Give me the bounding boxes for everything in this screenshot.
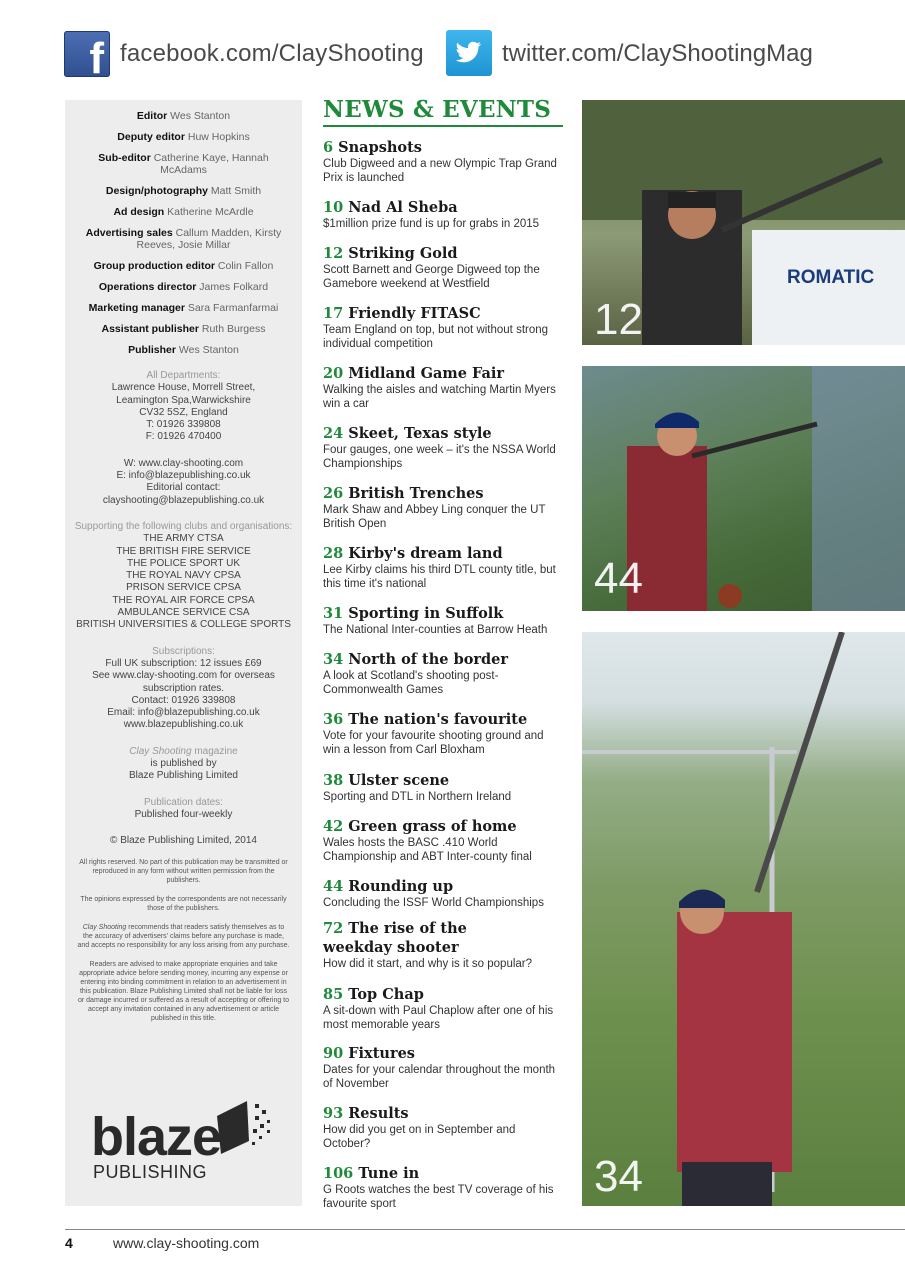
contents-page-number: 38: [323, 772, 344, 789]
org-item: THE BRITISH FIRE SERVICE: [116, 545, 251, 557]
photo-shooter-3: [582, 632, 905, 1206]
contents-item-title: [323, 484, 563, 503]
social-bar: [64, 30, 813, 83]
org-item: AMBULANCE SERVICE CSA: [117, 607, 250, 619]
staff-credit: [65, 323, 302, 335]
staff-credit: [65, 281, 302, 293]
photo-illustration: [582, 632, 905, 1206]
staff-credit: [65, 185, 302, 197]
staff-name: Katherine McArdle: [167, 206, 254, 218]
contents-page-number: 93: [323, 1105, 344, 1122]
contents-page-number: 36: [323, 711, 344, 728]
contents-item-title: [323, 544, 563, 563]
contents-item-title: [323, 424, 563, 443]
staff-credit: [65, 260, 302, 272]
contents-item[interactable]: [323, 484, 563, 531]
contents-item-title: [323, 364, 563, 383]
fax-number: F: 01926 470400: [145, 431, 222, 443]
contents-item[interactable]: [323, 1164, 563, 1211]
staff-role: Marketing manager: [88, 302, 185, 314]
contents-page-number: 12: [323, 245, 344, 262]
org-list: [73, 533, 294, 631]
website-link[interactable]: W: www.clay-shooting.com: [123, 457, 244, 469]
publisher-line: Blaze Publishing Limited: [129, 770, 238, 782]
contents-item-description: A look at Scotland's shooting post-Commonwealth Games: [323, 670, 499, 696]
staff-credit: [65, 110, 302, 122]
subscription-line[interactable]: www.blazepublishing.co.uk: [123, 719, 244, 731]
contents-item-description: Concluding the ISSF World Championships: [323, 897, 544, 909]
copyright: © Blaze Publishing Limited, 2014: [110, 835, 257, 847]
facebook-link[interactable]: facebook.com/ClayShooting: [120, 40, 424, 67]
staff-role: Design/photography: [105, 185, 208, 197]
support-label: Supporting the following clubs and organisations:: [74, 520, 293, 532]
banner-sign-text: ROMATIC: [787, 267, 875, 288]
contents-item-title: [323, 198, 563, 217]
staff-name: Wes Stanton: [170, 110, 231, 122]
staff-role: Ad design: [113, 206, 165, 218]
address-label: All Departments:: [146, 370, 221, 381]
subscription-line: See www.clay-shooting.com for overseas subscription rates.: [92, 670, 275, 694]
staff-credit: [65, 344, 302, 356]
photo-shooter-2: [582, 366, 905, 611]
contents-title-text: Kirby's dream land: [348, 545, 503, 562]
email-link[interactable]: E: info@blazepublishing.co.uk: [116, 470, 251, 482]
contents-item[interactable]: [323, 198, 563, 231]
contents-item-title: [323, 710, 563, 729]
staff-name: Wes Stanton: [178, 344, 239, 356]
footer-website[interactable]: www.clay-shooting.com: [113, 1235, 260, 1251]
contents-item-description: Wales hosts the BASC .410 World Championship and ABT Inter-county final: [323, 837, 532, 863]
logo-word: blaze: [91, 1107, 222, 1167]
contents-page-number: 44: [323, 878, 344, 895]
org-item: THE ROYAL NAVY CPSA: [126, 570, 241, 582]
staff-name: Matt Smith: [210, 185, 262, 197]
logo-subtitle: PUBLISHING: [93, 1162, 208, 1182]
contents-title-text: Skeet, Texas style: [348, 425, 492, 442]
contents-page-number: 42: [323, 818, 344, 835]
contents-item-description: Team England on top, but not without strong individual competition: [323, 324, 549, 350]
contents-page-number: 90: [323, 1045, 344, 1062]
contents-item[interactable]: [323, 877, 563, 910]
contents-item-description: How did it start, and why is it so popular?: [323, 958, 533, 970]
staff-role: Publisher: [128, 344, 176, 356]
contents-title-text: The rise of the weekday shooter: [323, 920, 467, 956]
contents-item[interactable]: [323, 1104, 563, 1151]
contents-item[interactable]: [323, 364, 563, 411]
contents-item-title: [323, 817, 563, 836]
staff-name: Catherine Kaye, Hannah McAdams: [153, 152, 269, 176]
recommend-notice: [65, 923, 302, 950]
contents-item-description: Club Digweed and a new Olympic Trap Grand Prix is launched: [323, 158, 557, 184]
contents-title-text: Green grass of home: [348, 818, 517, 835]
staff-name: Ruth Burgess: [201, 323, 266, 335]
opinions-notice: The opinions expressed by the correspondents are not necessarily those of the publishers.: [80, 895, 287, 912]
org-item: THE POLICE SPORT UK: [127, 557, 240, 569]
contents-title-text: Ulster scene: [348, 772, 450, 789]
contents-item-title: [323, 919, 473, 957]
editorial-email-link[interactable]: clayshooting@blazepublishing.co.uk: [102, 494, 265, 506]
staff-credits: [65, 110, 302, 356]
contents-title-text: Tune in: [358, 1165, 420, 1182]
staff-role: Assistant publisher: [101, 323, 199, 335]
contents-title-text: The nation's favourite: [348, 711, 528, 728]
staff-name: Colin Fallon: [217, 260, 274, 272]
contents-item[interactable]: [323, 138, 563, 185]
contents-title-text: Rounding up: [348, 878, 454, 895]
contents-item[interactable]: [323, 985, 563, 1032]
contents-page-number: 106: [323, 1165, 354, 1182]
publisher-note: [65, 746, 302, 783]
address-line: Leamington Spa,Warwickshire: [116, 394, 251, 406]
subscription-line: Contact: 01926 339808: [131, 694, 236, 706]
contents-item[interactable]: [323, 244, 563, 291]
contents-title-text: British Trenches: [348, 485, 484, 502]
org-item: THE ROYAL AIR FORCE CPSA: [112, 594, 255, 606]
contents-page-number: 26: [323, 485, 344, 502]
advice-notice: Readers are advised to make appropriate enquiries and take appropriate advice before sending money, incurring any expense or entering into binding commitment in relation to an advertisement in this publication. Blaze Publishing Limited shall not be liable for loss or damage incurred or suffered as a result of accepting or offering to accept any invitation contained in any advertisement or article published in this title.: [77, 960, 290, 1022]
org-item: BRITISH UNIVERSITIES & COLLEGE SPORTS: [76, 619, 291, 631]
pub-dates-value: Published four-weekly: [134, 808, 233, 820]
contents-title-text: Striking Gold: [348, 245, 458, 262]
contents-page-number: 34: [323, 651, 344, 668]
page-number: 4: [65, 1235, 73, 1251]
staff-credit: [65, 131, 302, 143]
page-number-overlay: 44: [594, 554, 643, 603]
magazine-suffix: magazine: [191, 745, 238, 757]
contents-item-description: Scott Barnett and George Digweed top the Gamebore weekend at Westfield: [323, 264, 540, 290]
address-block: [65, 370, 302, 444]
contents-page-number: 20: [323, 365, 344, 382]
contents-item[interactable]: [323, 1044, 563, 1091]
contents-item-title: [323, 771, 563, 790]
contents-item[interactable]: [323, 544, 563, 591]
contents-page-number: 24: [323, 425, 344, 442]
contents-item-description: Mark Shaw and Abbey Ling conquer the UT British Open: [323, 504, 546, 530]
contents-item-title: [323, 1044, 563, 1063]
contents-item-title: [323, 985, 563, 1004]
contents-item-title: [323, 138, 563, 157]
editorial-contact-label: Editorial contact:: [146, 482, 221, 494]
contents-title-text: Sporting in Suffolk: [348, 605, 504, 622]
contents-item-description: Four gauges, one week – it's the NSSA World Championships: [323, 444, 556, 470]
contents-page-number: 31: [323, 605, 344, 622]
contents-title-text: Friendly FITASC: [348, 305, 481, 322]
contents-page-number: 17: [323, 305, 344, 322]
staff-name: Huw Hopkins: [187, 131, 250, 143]
contents-item-description: $1million prize fund is up for grabs in 2015: [323, 218, 540, 230]
contents-title-text: Top Chap: [348, 986, 424, 1003]
twitter-icon[interactable]: [446, 30, 492, 76]
contents-item-title: [323, 1104, 563, 1123]
page-number-overlay: 12: [594, 295, 643, 344]
staff-role: Deputy editor: [117, 131, 185, 143]
org-item: THE ARMY CTSA: [143, 533, 224, 545]
pub-dates-label: Publication dates:: [144, 796, 223, 808]
contents-item-description: How did you get on in September and October?: [323, 1124, 516, 1150]
subscription-line: Full UK subscription: 12 issues £69: [105, 657, 262, 669]
contents-item-description: Sporting and DTL in Northern Ireland: [323, 791, 512, 803]
web-contact-block: [65, 458, 302, 507]
address-line: Lawrence House, Morrell Street,: [111, 382, 256, 394]
contents-item[interactable]: [323, 771, 563, 804]
contents-title-text: Results: [348, 1105, 409, 1122]
contents-item-title: [323, 304, 563, 323]
contents-list: [323, 96, 563, 1210]
contents-title-text: Fixtures: [348, 1045, 415, 1062]
photo-shooter-1: [582, 100, 905, 345]
staff-name: Callum Madden, Kirsty Reeves, Josie Millar: [136, 227, 282, 251]
blaze-publishing-logo: [91, 1096, 281, 1186]
contents-title-text: Nad Al Sheba: [348, 199, 458, 216]
contents-page-number: 72: [323, 920, 344, 937]
staff-role: Sub-editor: [98, 152, 151, 164]
contents-item[interactable]: [323, 304, 563, 351]
contents-title-text: Snapshots: [338, 139, 422, 156]
staff-role: Editor: [136, 110, 168, 122]
contents-item-description: The National Inter-counties at Barrow Heath: [323, 624, 548, 636]
contents-item-description: Walking the aisles and watching Martin Myers win a car: [323, 384, 556, 410]
contents-item[interactable]: [323, 710, 563, 757]
contents-page-number: 28: [323, 545, 344, 562]
org-item: PRISON SERVICE CPSA: [126, 582, 241, 594]
staff-role: Operations director: [98, 281, 197, 293]
contents-item-description: A sit-down with Paul Chaplow after one of his most memorable years: [323, 1005, 554, 1031]
page-number-overlay: 34: [594, 1152, 643, 1201]
subscriptions-block: [65, 646, 302, 732]
contents-page-number: 10: [323, 199, 344, 216]
staff-credit: [65, 152, 302, 176]
subscription-line[interactable]: Email: info@blazepublishing.co.uk: [107, 707, 260, 719]
staff-role: Advertising sales: [85, 227, 173, 239]
staff-credit: [65, 227, 302, 251]
twitter-link[interactable]: twitter.com/ClayShootingMag: [502, 40, 813, 67]
staff-credit: [65, 206, 302, 218]
contents-item[interactable]: [323, 817, 563, 864]
contents-item-title: [323, 877, 563, 896]
contents-item-title: [323, 650, 563, 669]
contents-item-description: Vote for your favourite shooting ground and win a lesson from Carl Bloxham: [323, 730, 544, 756]
staff-role: Group production editor: [93, 260, 215, 272]
subscriptions-label: Subscriptions:: [152, 645, 215, 657]
contents-item-title: [323, 244, 563, 263]
contents-title-text: Midland Game Fair: [348, 365, 505, 382]
magazine-name: Clay Shooting: [129, 745, 192, 757]
recommend-text: recommends that readers satisfy themselves as to the accuracy of advertisers' claims before any purchase is made, and accepts no responsibility for any loss arising from any purchase.: [77, 923, 290, 949]
staff-credit: [65, 302, 302, 314]
contents-item-description: G Roots watches the best TV coverage of his favourite sport: [323, 1184, 554, 1210]
publication-dates: [65, 797, 302, 822]
contents-item-description: Dates for your calendar throughout the month of November: [323, 1064, 556, 1090]
magazine-name: Clay Shooting: [82, 923, 127, 931]
contents-item[interactable]: [323, 650, 563, 697]
contents-page-number: 85: [323, 986, 344, 1003]
contents-item-title: [323, 604, 563, 623]
facebook-icon[interactable]: f: [64, 31, 110, 77]
contents-item[interactable]: [323, 919, 563, 971]
staff-name: James Folkard: [199, 281, 269, 293]
phone-number: T: 01926 339808: [146, 419, 221, 431]
publisher-line: is published by: [150, 758, 217, 770]
contents-item[interactable]: [323, 424, 563, 471]
contents-title-text: North of the border: [348, 651, 509, 668]
staff-name: Sara Farmanfarmai: [187, 302, 279, 314]
section-title: NEWS & EVENTS: [323, 96, 563, 127]
contents-item-description: Lee Kirby claims his third DTL county title, but this time it's national: [323, 564, 556, 590]
contents-item[interactable]: [323, 604, 563, 637]
address-line: CV32 5SZ, England: [139, 406, 228, 418]
rights-notice: All rights reserved. No part of this publication may be transmitted or reproduced in any form without written permission from the publishers.: [79, 858, 288, 884]
contents-page-number: 6: [323, 139, 334, 156]
contents-item-title: [323, 1164, 563, 1183]
footer-divider: [65, 1229, 905, 1230]
staff-sidebar: [65, 100, 302, 1206]
support-block: [65, 521, 302, 632]
